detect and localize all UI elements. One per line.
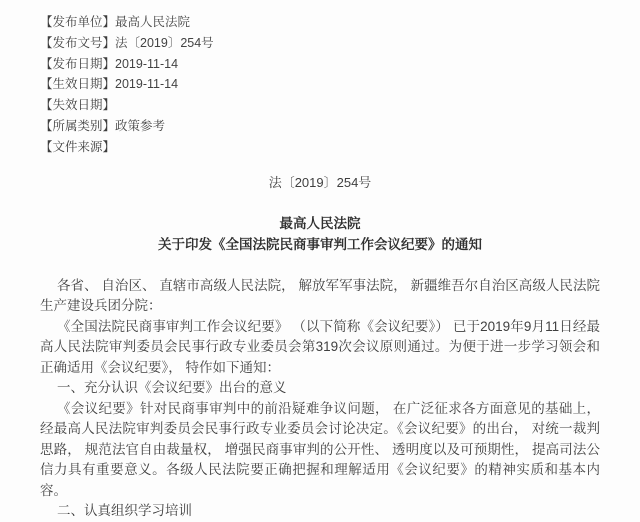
meta-row-issuing-unit bbox=[40, 12, 600, 33]
meta-label: 【所属类别】 bbox=[40, 118, 116, 133]
meta-row-effective-date bbox=[40, 74, 600, 95]
meta-value: 政策参考 bbox=[115, 118, 166, 133]
meta-value: 最高人民法院 bbox=[115, 15, 191, 29]
meta-label: 【发布单位】 bbox=[40, 15, 116, 29]
document-title: 关于印发《全国法院民商事审判工作会议纪要》的通知 bbox=[158, 236, 482, 252]
document-body bbox=[0, 276, 640, 522]
document-issuer: 最高人民法院 bbox=[279, 215, 361, 231]
meta-value: 2019-11-14 bbox=[115, 56, 179, 71]
meta-label: 【生效日期】 bbox=[40, 77, 116, 92]
meta-row-issue-date bbox=[40, 54, 600, 75]
meta-label: 【文件来源】 bbox=[40, 139, 116, 154]
paragraph-section-1-heading: 一、充分认识《会议纪要》出台的意义 bbox=[57, 380, 287, 396]
paragraph-section-2-heading-truncated: 二、认真组织学习培训 bbox=[57, 503, 192, 519]
document-number-centered: 法〔2019〕254号 bbox=[268, 174, 372, 190]
paragraph-section-1-body: 《会议纪要》针对民商事审判中的前沿疑难争议问题， 在广泛征求各方面意见的基础上， 经最高人民法院审判委员会民事行政专业委员会讨论决定。《会议纪要》的出台， 对统一裁判思路， 规范法官自由裁量权， 增强民商事审判的公开性、 透明度以及可预期性， 提高司法公信力具有重要意义。各级人民法院要正确把握和理解适用《会议纪要》的精神实质和基本内容。 bbox=[40, 400, 600, 498]
meta-row-expiry-date bbox=[40, 95, 600, 116]
meta-row-category bbox=[40, 116, 600, 137]
meta-label: 【失效日期】 bbox=[40, 98, 116, 113]
meta-row-document-number bbox=[40, 33, 600, 54]
meta-value: 法〔2019〕254号 bbox=[115, 35, 214, 50]
paragraph-salutation: 各省、 自治区、 直辖市高级人民法院， 解放军军事法院， 新疆维吾尔自治区高级人民法院生产建设兵团分院： bbox=[40, 277, 600, 314]
meta-row-source bbox=[40, 137, 600, 158]
document-meta-block bbox=[0, 0, 640, 158]
document-title-block bbox=[0, 213, 640, 255]
meta-label: 【发布文号】 bbox=[40, 35, 116, 50]
paragraph-intro: 《全国法院民商事审判工作会议纪要》 （以下简称《会议纪要》） 已于2019年9月11日经最高人民法院审判委员会民事行政专业委员会第319次会议原则通过。为便于进一步学习领会和正确适用《会议纪要》， 特作如下通知： bbox=[40, 318, 600, 375]
meta-label: 【发布日期】 bbox=[40, 56, 116, 71]
meta-value: 2019-11-14 bbox=[115, 77, 179, 92]
